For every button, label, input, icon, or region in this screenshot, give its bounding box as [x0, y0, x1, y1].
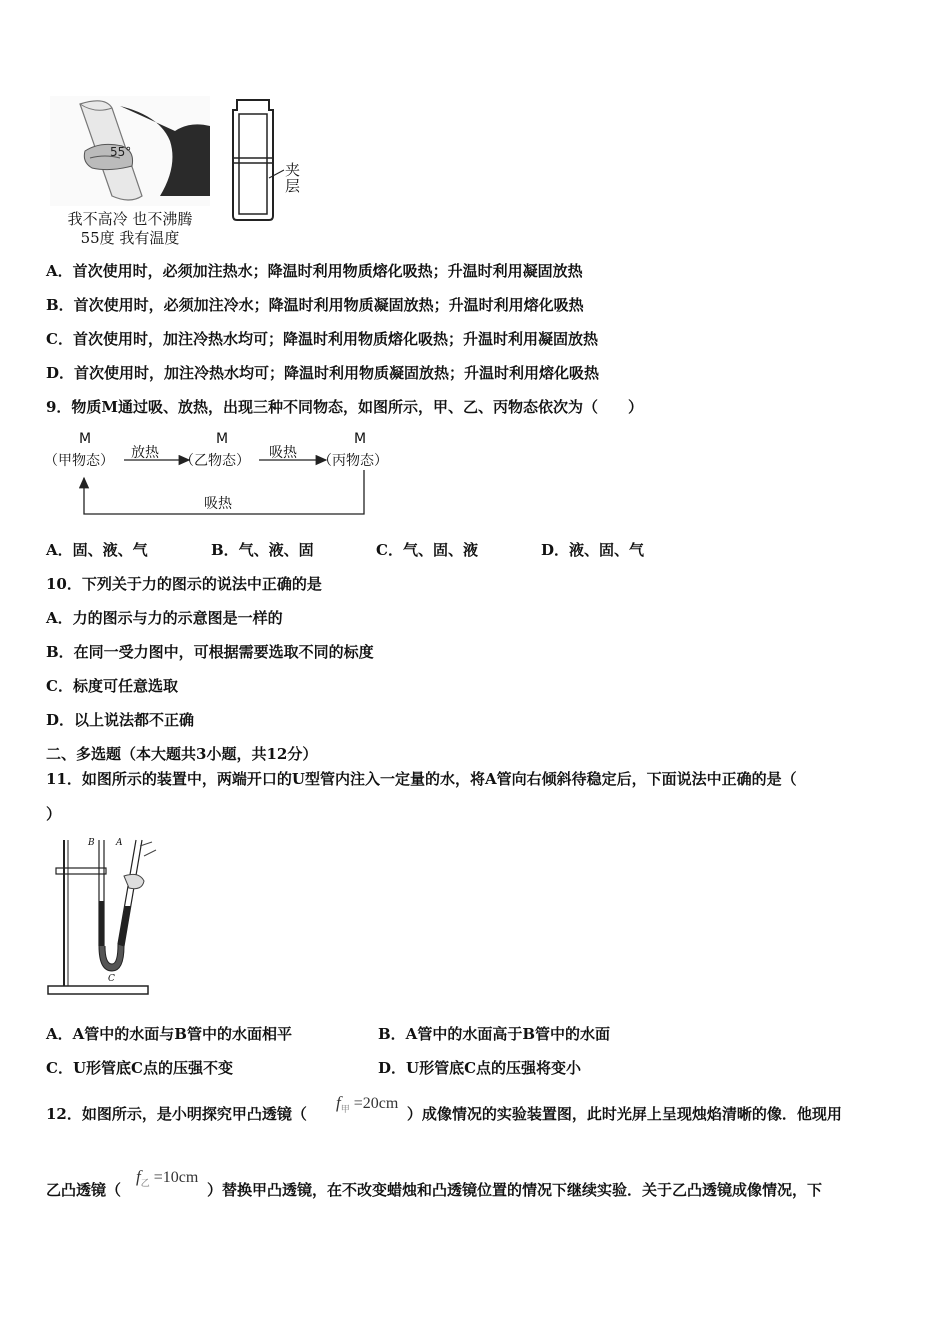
q11-options-row2	[46, 1058, 581, 1078]
f2-value: =10cm	[153, 1169, 199, 1186]
q9-option-d: D．液、固、气	[541, 541, 645, 559]
diagram-state3: （丙物态）	[318, 453, 388, 469]
q9-options	[46, 540, 644, 560]
q10-option-b: B．在同一受力图中，可根据需要选取不同的标度	[46, 643, 374, 661]
q8-option-b: B．首次使用时，必须加注冷水；降温时利用物质凝固放热；升温时利用熔化吸热	[46, 296, 584, 314]
f1-value: =20cm	[353, 1095, 399, 1112]
label-c: C	[108, 974, 115, 984]
label-a: A	[116, 838, 123, 848]
q8-option-d: D．首次使用时，加注冷热水均可；降温时利用物质凝固放热；升温时利用熔化吸热	[46, 364, 600, 382]
diagram-arrow1-label: 放热	[131, 445, 159, 461]
q10-option-a: A．力的图示与力的示意图是一样的	[46, 609, 283, 627]
diagram-return-label: 吸热	[204, 496, 232, 512]
layer-label: 夹层	[285, 161, 301, 195]
q12-line1	[46, 1104, 842, 1124]
section-title: 二、多选题（本大题共3小题，共12分）	[46, 745, 318, 763]
q12-line2-part-b: ）替换甲凸透镜，在不改变蜡烛和凸透镜位置的情况下继续实验．关于乙凸透镜成像情况，下	[207, 1181, 823, 1199]
formula-f-jia	[336, 1093, 398, 1115]
q11-option-b: B．A管中的水面高于B管中的水面	[378, 1025, 610, 1043]
q10-option-d: D．以上说法都不正确	[46, 711, 195, 729]
f1-sub: 甲	[340, 1104, 350, 1115]
q10-stem: 10．下列关于力的图示的说法中正确的是	[46, 575, 322, 593]
q12-line2-part-a: 乙凸透镜（	[46, 1181, 122, 1199]
cup-photo	[50, 96, 210, 206]
q11-option-c: C．U形管底C点的压强不变	[46, 1059, 233, 1077]
q9-option-c: C．气、固、液	[376, 541, 478, 559]
q11-options-row1	[46, 1024, 610, 1044]
q9-stem: 9．物质M通过吸、放热，出现三种不同物态，如图所示，甲、乙、丙物态依次为（ ）	[46, 398, 644, 416]
diagram-m3: M	[354, 431, 367, 447]
cup-number-text: 55°	[110, 145, 132, 159]
formula-f-yi	[136, 1167, 198, 1189]
q9-option-b: B．气、液、固	[211, 541, 314, 559]
q10-option-c: C．标度可任意选取	[46, 677, 178, 695]
diagram-state1: （甲物态）	[44, 453, 114, 469]
cup-photo-figure	[50, 96, 210, 247]
label-b: B	[88, 838, 95, 848]
q12-line1-part-b: ）成像情况的实验装置图，此时光屏上呈现烛焰清晰的像．他现用	[406, 1105, 842, 1123]
cup-caption-line2: 55度 我有温度	[80, 229, 180, 247]
f2-sub: 乙	[140, 1178, 150, 1189]
q12-line1-part-a: 12．如图所示，是小明探究甲凸透镜（	[46, 1105, 307, 1123]
q9-state-diagram	[44, 430, 414, 518]
q11-stem-line2: ）	[46, 805, 62, 823]
diagram-state2: （乙物态）	[180, 453, 250, 469]
q11-stem-line1: 11．如图所示的装置中，两端开口的U型管内注入一定量的水，将A管向右倾斜待稳定后，下面说法中正确的是（	[46, 770, 797, 788]
f2-symbol: f	[136, 1167, 141, 1186]
q9-option-a: A．固、液、气	[46, 541, 148, 559]
diagram-m1: M	[79, 431, 92, 447]
f1-symbol: f	[336, 1093, 341, 1112]
q8-option-a: A．首次使用时，必须加注热水；降温时利用物质熔化吸热；升温时利用凝固放热	[46, 262, 583, 280]
cup-section-figure	[228, 98, 318, 223]
q8-option-c: C．首次使用时，加注冷热水均可；降温时利用物质熔化吸热；升温时利用凝固放热	[46, 330, 598, 348]
diagram-arrow2-label: 吸热	[269, 445, 297, 461]
u-tube-apparatus	[44, 836, 164, 1000]
cup-section-diagram	[228, 98, 318, 223]
q11-option-d: D．U形管底C点的压强将变小	[378, 1059, 582, 1077]
u-tube-figure	[44, 836, 164, 1000]
cup-caption-line1: 我不高冷 也不沸腾	[67, 210, 193, 228]
q11-option-a: A．A管中的水面与B管中的水面相平	[46, 1025, 292, 1043]
diagram-m2: M	[216, 431, 229, 447]
